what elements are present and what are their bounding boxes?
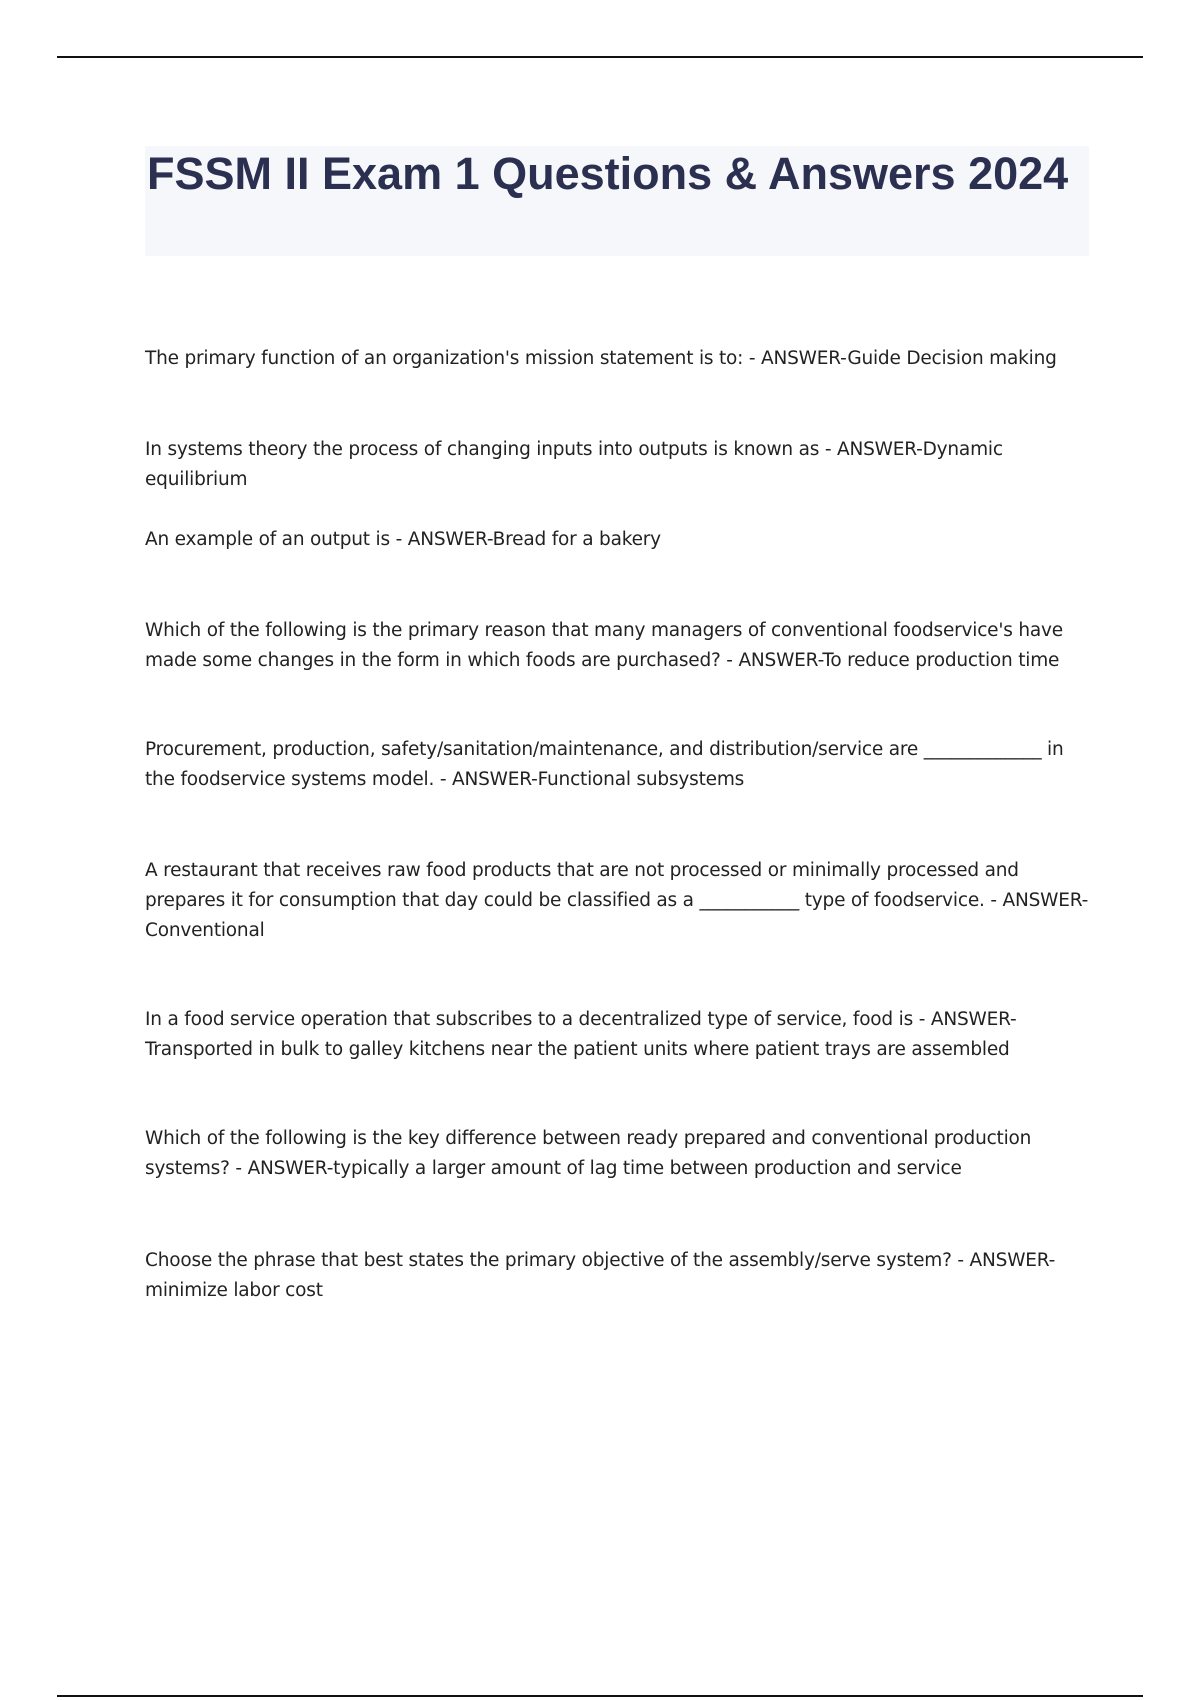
qa-list — [145, 344, 1095, 1306]
qa-item: Procurement, production, safety/sanitation/maintenance, and distribution/service are _____________ in the foodservice systems model. - ANSWER-Functional subsystems — [145, 739, 1064, 790]
bottom-divider — [57, 1695, 1143, 1697]
qa-item: In systems theory the process of changing inputs into outputs is known as - ANSWER-Dynamic equilibrium — [145, 439, 1003, 490]
qa-item: An example of an output is - ANSWER-Bread for a bakery — [145, 529, 661, 550]
qa-item: In a food service operation that subscribes to a decentralized type of service, food is - ANSWER-Transported in bulk to galley kitchens near the patient units where patient trays are assembled — [145, 1009, 1017, 1060]
title-block — [145, 146, 1089, 256]
qa-item: Which of the following is the key difference between ready prepared and conventional production systems? - ANSWER-typically a larger amount of lag time between production and service — [145, 1128, 1032, 1179]
top-divider — [57, 56, 1143, 58]
page-title: FSSM II Exam 1 Questions & Answers 2024 — [147, 148, 1069, 199]
qa-item: The primary function of an organization's mission statement is to: - ANSWER-Guide Decision making — [145, 348, 1057, 369]
qa-item: Choose the phrase that best states the primary objective of the assembly/serve system? - ANSWER-minimize labor cost — [145, 1250, 1056, 1301]
qa-item: Which of the following is the primary reason that many managers of conventional foodservice's have made some changes in the form in which foods are purchased? - ANSWER-To reduce production time — [145, 620, 1063, 671]
qa-item: A restaurant that receives raw food products that are not processed or minimally processed and prepares it for consumption that day could be classified as a ___________ type of foodservice. - ANSWER-Conventional — [145, 860, 1089, 941]
